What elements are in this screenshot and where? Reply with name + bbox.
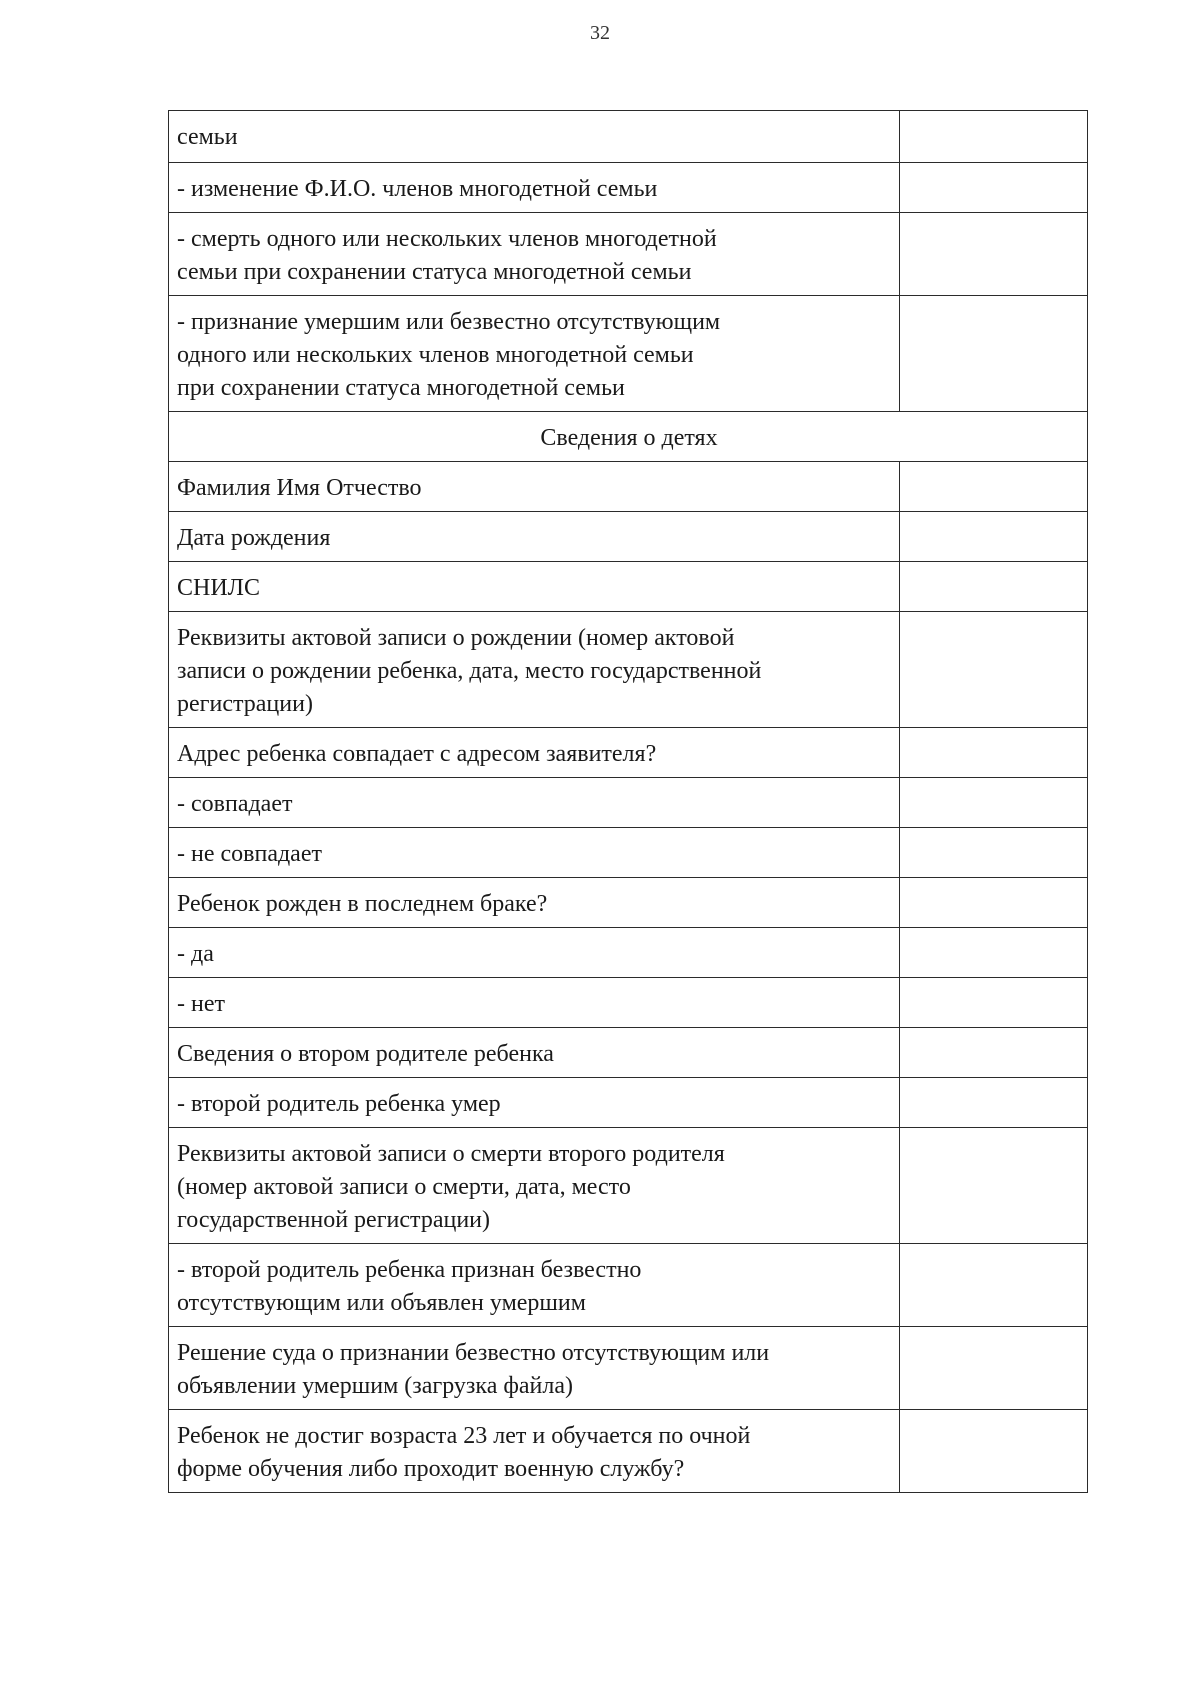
field-value-cell[interactable] xyxy=(900,928,1088,978)
field-label: - не совпадает xyxy=(169,828,900,878)
table-row xyxy=(169,978,1088,1028)
table-row xyxy=(169,1128,1088,1244)
field-value-cell[interactable] xyxy=(900,296,1088,412)
table-row xyxy=(169,462,1088,512)
field-label: - нет xyxy=(169,978,900,1028)
field-label: - совпадает xyxy=(169,778,900,828)
field-label: Решение суда о признании безвестно отсутствующим или объявлении умершим (загрузка файла) xyxy=(169,1327,900,1410)
field-value-cell[interactable] xyxy=(900,1327,1088,1410)
table-row xyxy=(169,562,1088,612)
table-row xyxy=(169,213,1088,296)
field-value-cell[interactable] xyxy=(900,462,1088,512)
table-row xyxy=(169,111,1088,163)
field-label: Адрес ребенка совпадает с адресом заявителя? xyxy=(169,728,900,778)
field-value-cell[interactable] xyxy=(900,1410,1088,1493)
table-row xyxy=(169,778,1088,828)
field-value-cell[interactable] xyxy=(900,163,1088,213)
table-row xyxy=(169,512,1088,562)
field-value-cell[interactable] xyxy=(900,111,1088,163)
field-label: - второй родитель ребенка умер xyxy=(169,1078,900,1128)
field-value-cell[interactable] xyxy=(900,612,1088,728)
page-number: 32 xyxy=(590,22,610,44)
field-value-cell[interactable] xyxy=(900,828,1088,878)
section-title: Сведения о детях xyxy=(169,412,1088,462)
field-label: - признание умершим или безвестно отсутствующим одного или нескольких членов многодетной семьи при сохранении статуса многодетной семьи xyxy=(169,296,900,412)
table-row xyxy=(169,928,1088,978)
table-row xyxy=(169,163,1088,213)
field-value-cell[interactable] xyxy=(900,778,1088,828)
field-label: Реквизиты актовой записи о рождении (номер актовой записи о рождении ребенка, дата, место государственной регистрации) xyxy=(169,612,900,728)
field-label: Фамилия Имя Отчество xyxy=(169,462,900,512)
table-row xyxy=(169,728,1088,778)
section-header-row xyxy=(169,412,1088,462)
field-label: Ребенок рожден в последнем браке? xyxy=(169,878,900,928)
field-value-cell[interactable] xyxy=(900,213,1088,296)
field-label: Сведения о втором родителе ребенка xyxy=(169,1028,900,1078)
table-row xyxy=(169,612,1088,728)
field-value-cell[interactable] xyxy=(900,1028,1088,1078)
field-value-cell[interactable] xyxy=(900,1244,1088,1327)
field-value-cell[interactable] xyxy=(900,1128,1088,1244)
form-body xyxy=(169,111,1088,1493)
field-value-cell[interactable] xyxy=(900,1078,1088,1128)
field-label: - изменение Ф.И.О. членов многодетной семьи xyxy=(169,163,900,213)
field-value-cell[interactable] xyxy=(900,562,1088,612)
field-label: семьи xyxy=(169,111,900,163)
table-row xyxy=(169,1410,1088,1493)
field-label: Ребенок не достиг возраста 23 лет и обучается по очной форме обучения либо проходит военную службу? xyxy=(169,1410,900,1493)
field-label: Дата рождения xyxy=(169,512,900,562)
field-label: - да xyxy=(169,928,900,978)
table-row xyxy=(169,878,1088,928)
field-label: - второй родитель ребенка признан безвестно отсутствующим или объявлен умершим xyxy=(169,1244,900,1327)
table-row xyxy=(169,296,1088,412)
table-row xyxy=(169,1244,1088,1327)
table-row xyxy=(169,828,1088,878)
field-value-cell[interactable] xyxy=(900,978,1088,1028)
field-value-cell[interactable] xyxy=(900,512,1088,562)
field-value-cell[interactable] xyxy=(900,728,1088,778)
field-label: СНИЛС xyxy=(169,562,900,612)
field-label: - смерть одного или нескольких членов многодетной семьи при сохранении статуса многодетной семьи xyxy=(169,213,900,296)
table-row xyxy=(169,1078,1088,1128)
field-value-cell[interactable] xyxy=(900,878,1088,928)
table-row xyxy=(169,1028,1088,1078)
field-label: Реквизиты актовой записи о смерти второго родителя (номер актовой записи о смерти, дата, место государственной регистрации) xyxy=(169,1128,900,1244)
table-row xyxy=(169,1327,1088,1410)
form-table xyxy=(168,110,1088,1493)
